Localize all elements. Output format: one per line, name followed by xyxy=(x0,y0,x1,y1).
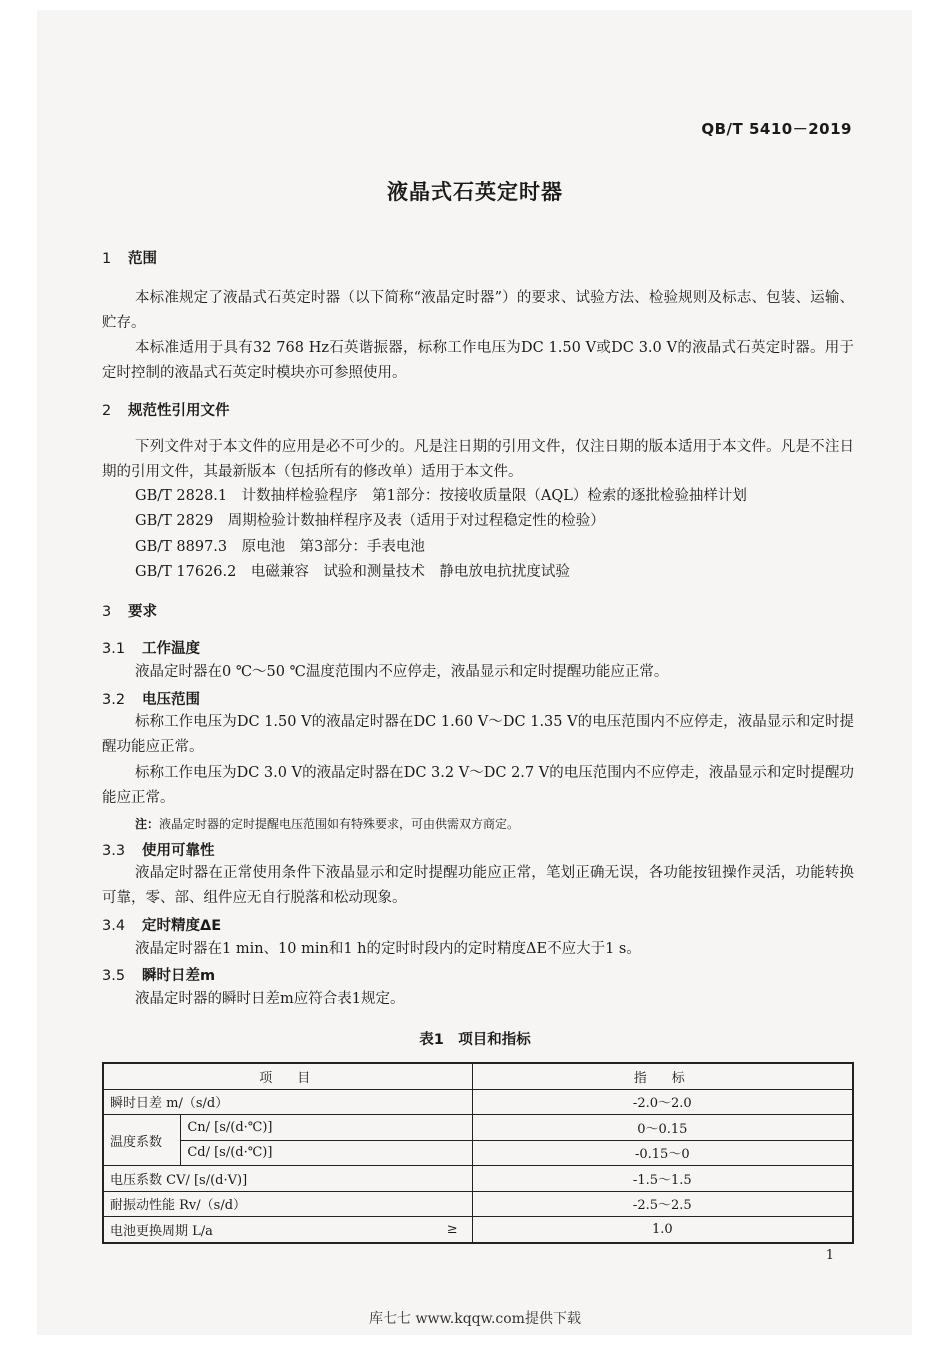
document-title: 液晶式石英定时器 xyxy=(387,180,563,204)
item-cell: Cn/ [s/(d·℃)] xyxy=(181,1115,472,1141)
subsection-3-3-heading xyxy=(102,839,215,860)
subsection-3-2-para-2: 标称工作电压为DC 3.0 V的液晶定时器在DC 3.2 V～DC 2.7 V的电压范围内不应停走，液晶显示和定时提醒功能应正常。 xyxy=(102,765,854,806)
subsection-3-1-heading xyxy=(102,637,200,658)
subsection-title: 工作温度 xyxy=(142,641,200,657)
item-cell: 耐振动性能 Rv/（s/d） xyxy=(103,1191,472,1217)
subsection-3-2-para-1: 标称工作电压为DC 1.50 V的液晶定时器在DC 1.60 V～DC 1.35 V的电压范围内不应停走，液晶显示和定时提醒功能应正常。 xyxy=(102,714,854,755)
section-number: 2 xyxy=(102,403,112,419)
section-number: 1 xyxy=(102,251,112,267)
subsection-title: 瞬时日差m xyxy=(142,968,216,984)
note-label: 注： xyxy=(135,817,160,831)
subsection-number: 3.5 xyxy=(102,968,126,984)
value-cell: -0.15～0 xyxy=(472,1140,853,1166)
table-header-row xyxy=(103,1063,853,1089)
table-row xyxy=(103,1140,853,1166)
subsection-3-2-heading xyxy=(102,688,200,709)
item-label: 电池更换周期 L/a xyxy=(110,1223,213,1239)
value-cell: -2.0～2.0 xyxy=(472,1089,853,1115)
section-title: 范围 xyxy=(128,251,157,267)
standard-code: QB/T 5410－2019 xyxy=(701,120,852,138)
page-number: 1 xyxy=(825,1248,834,1263)
note-text: 液晶定时器的定时提醒电压范围如有特殊要求，可由供需双方商定。 xyxy=(159,817,520,831)
value-cell: -2.5～2.5 xyxy=(472,1191,853,1217)
section-title: 规范性引用文件 xyxy=(128,403,230,419)
subsection-3-4-heading xyxy=(102,914,221,935)
subsection-title: 电压范围 xyxy=(142,692,200,708)
subsection-number: 3.2 xyxy=(102,692,126,708)
item-cell: 瞬时日差 m/（s/d） xyxy=(103,1089,472,1115)
section-number: 3 xyxy=(102,604,112,620)
table-row xyxy=(103,1115,853,1141)
value-cell: 0～0.15 xyxy=(472,1115,853,1141)
table-row xyxy=(103,1217,853,1243)
subsection-3-5-heading xyxy=(102,964,215,985)
subsection-title: 使用可靠性 xyxy=(142,843,215,859)
subsection-number: 3.3 xyxy=(102,843,126,859)
reference-item: GB/T 2829 周期检验计数抽样程序及表（适用于对过程稳定性的检验） xyxy=(135,513,605,529)
reference-item: GB/T 2828.1 计数抽样检验程序 第1部分：按接收质量限（AQL）检索的逐批检验抽样计划 xyxy=(135,488,747,504)
table-row xyxy=(103,1166,853,1192)
item-cell xyxy=(103,1217,472,1243)
temp-coefficient-label: 温度系数 xyxy=(103,1115,181,1166)
subsection-3-5-text: 液晶定时器的瞬时日差m应符合表1规定。 xyxy=(135,991,405,1007)
table-row xyxy=(103,1191,853,1217)
item-cell: Cd/ [s/(d·℃)] xyxy=(181,1140,472,1166)
section-1-para-2: 本标准适用于具有32 768 Hz石英谐振器，标称工作电压为DC 1.50 V或DC 3.0 V的液晶式石英定时器。用于定时控制的液晶式石英定时模块亦可参照使用。 xyxy=(102,340,854,381)
value-cell: -1.5～1.5 xyxy=(472,1166,853,1192)
section-title: 要求 xyxy=(128,604,157,620)
subsection-title: 定时精度ΔE xyxy=(142,918,222,934)
section-3-heading xyxy=(102,600,157,621)
comparison-symbol: ≥ xyxy=(446,1221,458,1237)
subsection-3-1-text: 液晶定时器在0 ℃～50 ℃温度范围内不应停走，液晶显示和定时提醒功能应正常。 xyxy=(135,664,669,680)
reference-item: GB/T 8897.3 原电池 第3部分：手表电池 xyxy=(135,539,425,555)
subsection-3-4-text: 液晶定时器在1 min、10 min和1 h的定时时段内的定时精度ΔE不应大于1 s。 xyxy=(135,941,641,957)
header-item: 项 目 xyxy=(103,1063,472,1089)
download-footer: 库七七 www.kqqw.com提供下载 xyxy=(369,1311,581,1327)
section-2-para-1: 下列文件对于本文件的应用是必不可少的。凡是注日期的引用文件，仅注日期的版本适用于本文件。凡是不注日期的引用文件，其最新版本（包括所有的修改单）适用于本文件。 xyxy=(102,439,854,480)
table-row xyxy=(103,1089,853,1115)
item-cell: 电压系数 CV/ [s/(d·V)] xyxy=(103,1166,472,1192)
table-caption: 表1 项目和指标 xyxy=(419,1032,531,1048)
value-cell: 1.0 xyxy=(472,1217,853,1243)
items-table xyxy=(102,1062,854,1244)
subsection-number: 3.4 xyxy=(102,918,126,934)
subsection-number: 3.1 xyxy=(102,641,126,657)
section-2-heading xyxy=(102,399,230,420)
section-1-heading xyxy=(102,247,157,268)
section-1-para-1: 本标准规定了液晶式石英定时器（以下简称“液晶定时器”）的要求、试验方法、检验规则及标志、包装、运输、贮存。 xyxy=(102,290,854,331)
note xyxy=(135,815,519,832)
subsection-3-3-text: 液晶定时器在正常使用条件下液晶显示和定时提醒功能应正常，笔划正确无误，各功能按钮操作灵活，功能转换可靠，零、部、组件应无自行脱落和松动现象。 xyxy=(102,865,854,906)
reference-item: GB/T 17626.2 电磁兼容 试验和测量技术 静电放电抗扰度试验 xyxy=(135,564,570,580)
header-value: 指 标 xyxy=(472,1063,853,1089)
